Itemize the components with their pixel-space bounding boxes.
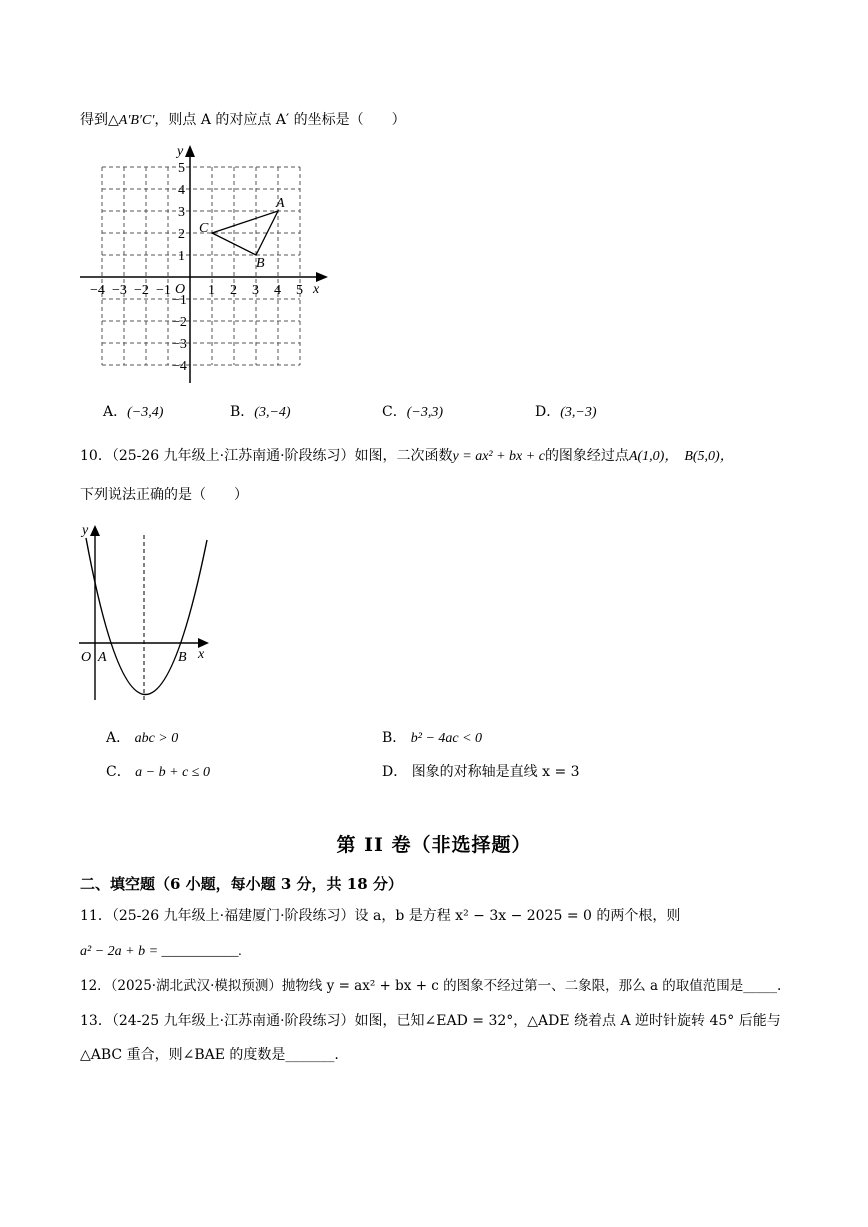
q10-option-b[interactable] [382, 727, 482, 747]
q10-point-a-coord: A(1,0)， [628, 449, 679, 464]
q9-stem [80, 110, 406, 131]
q9-y-tick: −4 [172, 359, 187, 374]
option-value: (3,−4) [254, 405, 291, 420]
q9-y-label: y [177, 144, 184, 159]
q9-x-tick: −1 [156, 283, 171, 298]
q10-y-label: y [82, 523, 89, 538]
q9-x-tick: 1 [208, 283, 215, 298]
q9-point-a: A [276, 196, 285, 211]
q9-y-tick: 2 [178, 227, 185, 242]
q9-x-tick: 2 [230, 283, 237, 298]
q9-point-b: B [256, 256, 265, 271]
q9-x-label: x [313, 282, 320, 297]
option-label: C． [382, 404, 407, 420]
q9-y-tick: 4 [178, 183, 185, 198]
q9-stem-triangle: △A′B′C′ [108, 113, 155, 128]
q9-option-b[interactable] [230, 401, 291, 421]
q10-point-b: B [178, 650, 187, 665]
q10-parabola-curve [86, 538, 207, 695]
q9-y-tick: −2 [172, 315, 187, 330]
q10-stem-prefix: 10．（25-26 九年级上·江苏南通·阶段练习）如图，二次函数 [80, 448, 453, 464]
option-value: (−3,3) [406, 405, 443, 420]
q9-grid [102, 167, 300, 365]
q10-stem-line2: 下列说法正确的是（ ） [80, 487, 248, 503]
option-label: B． [382, 730, 407, 746]
q9-y-tick: −1 [172, 293, 187, 308]
q9-x-tick: 3 [252, 283, 259, 298]
option-value: a − b + c ≤ 0 [135, 765, 210, 780]
option-label: D． [382, 764, 408, 780]
q9-stem-prefix: 得到 [80, 112, 108, 128]
q12-line1: 12．（2025·湖北武汉·模拟预测）抛物线 y = ax² + bx + c 的图象不经过第一、二象限，那么 a 的取值范围是_____. [80, 978, 782, 994]
q10-option-a[interactable] [106, 727, 178, 747]
q10-option-d[interactable] [382, 761, 580, 781]
option-label: B． [230, 404, 255, 420]
q13-line1: 13．（24-25 九年级上·江苏南通·阶段练习）如图，已知∠EAD = 32°，△ADE 绕着点 A 逆时针旋转 45° 后能与 [80, 1013, 781, 1029]
q9-y-tick: 5 [178, 161, 185, 176]
q9-y-tick: −3 [172, 337, 187, 352]
q10-formula: y = ax² + bx + c [452, 449, 545, 464]
part2-title: 第 II 卷（非选择题） [336, 834, 532, 856]
section2-heading: 二、填空题（6 小题，每小题 3 分，共 18 分） [80, 875, 403, 893]
option-label: D． [535, 404, 561, 420]
q9-origin-label: O [175, 282, 186, 297]
q9-x-tick: 5 [296, 283, 303, 298]
q10-parabola-figure [74, 520, 224, 710]
q9-y-tick: 1 [178, 249, 185, 264]
option-value: abc > 0 [134, 731, 179, 746]
q11-line2: a² − 2a + b = ___________. [80, 944, 243, 959]
q9-option-a[interactable] [103, 401, 163, 421]
q10-point-a: A [98, 650, 107, 665]
q9-x-tick: −3 [112, 283, 127, 298]
option-label: A． [103, 404, 128, 420]
q10-option-c[interactable] [106, 761, 210, 781]
q9-y-arrow-icon [185, 145, 195, 157]
q9-x-tick: 4 [274, 283, 281, 298]
option-value: (3,−3) [560, 405, 597, 420]
option-label: C． [106, 764, 131, 780]
option-label: A． [106, 730, 131, 746]
option-value: 图象的对称轴是直线 x = 3 [411, 764, 580, 780]
q9-x-tick: −4 [90, 283, 105, 298]
q11-line1: 11．（25-26 九年级上·福建厦门·阶段练习）设 a，b 是方程 x² − 3x − 2025 = 0 的两个根，则 [80, 908, 681, 924]
q10-point-b-coord: B(5,0)， [684, 449, 734, 464]
q9-point-c: C [199, 221, 209, 236]
q10-stem-line1 [80, 446, 734, 467]
option-value: (−3,4) [127, 405, 164, 420]
q9-y-tick: 3 [178, 205, 185, 220]
option-value: b² − 4ac < 0 [410, 731, 483, 746]
q10-y-arrow-icon [90, 525, 100, 536]
q9-option-d[interactable] [535, 401, 597, 421]
q9-stem-suffix: ，则点 A 的对应点 A′ 的坐标是（ ） [154, 112, 406, 128]
q9-x-tick: −2 [134, 283, 149, 298]
q10-x-label: x [198, 647, 205, 662]
q10-stem-mid: 的图象经过点 [544, 448, 629, 464]
q9-coordinate-figure [70, 140, 340, 390]
q9-x-arrow-icon [316, 272, 328, 282]
q9-option-c[interactable] [382, 401, 443, 421]
q10-origin-label: O [81, 650, 92, 665]
q13-line2: △ABC 重合，则∠BAE 的度数是_______. [80, 1047, 339, 1063]
